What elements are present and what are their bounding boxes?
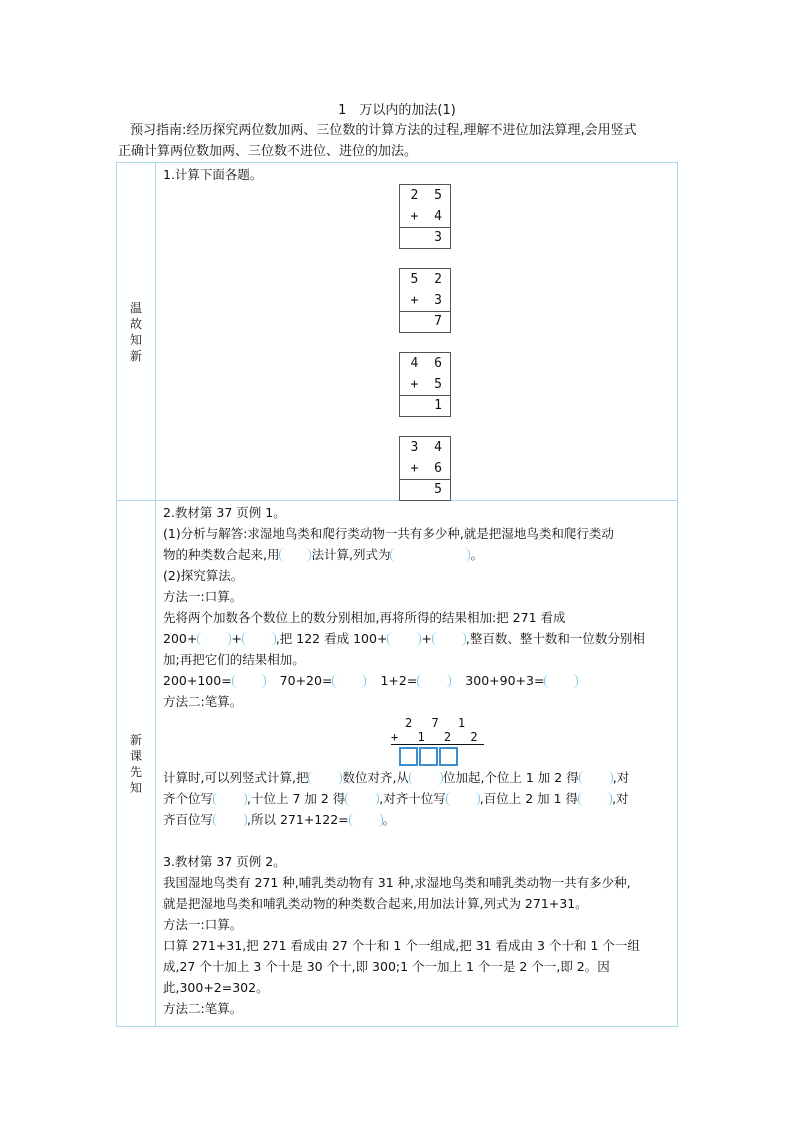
- text-line: 200+100= 70+20= 1+2= 300+90+3=: [163, 670, 676, 691]
- text-line: 方法一:口算。: [163, 917, 243, 932]
- text-line: 加;再把它们的结果相加。: [163, 652, 305, 667]
- text-line: 就是把湿地鸟类和哺乳类动物的种类数合起来,用加法计算,列式为 271+31。: [163, 896, 588, 911]
- answer-blank[interactable]: [390, 548, 470, 562]
- answer-blank[interactable]: [578, 792, 612, 806]
- addend-bottom: + 3 7: [410, 293, 446, 329]
- answer-blank[interactable]: [197, 632, 231, 646]
- column-addition: [391, 716, 484, 773]
- answer-blank[interactable]: [213, 813, 247, 827]
- text-line: 计算时,可以列竖式计算,把 数位对齐,从 位加起,个位上 1 加 2 得 ,对: [163, 770, 630, 785]
- question-2-title: 2.教材第 37 页例 1。: [163, 505, 286, 520]
- study-guide-line-2: 正确计算两位数加两、三位数不进位、进位的加法。: [118, 144, 418, 159]
- answer-blank[interactable]: [332, 674, 366, 688]
- section-label-review: 温故知新: [117, 163, 156, 501]
- vertical-problem: [399, 184, 451, 249]
- question-3-title: 3.教材第 37 页例 2。: [163, 854, 286, 869]
- answer-blank[interactable]: [213, 792, 247, 806]
- text-line: 物的种类数合起来,用 法计算,列式为 。: [163, 547, 483, 562]
- vertical-problem: [399, 352, 451, 417]
- answer-blank[interactable]: [308, 771, 342, 785]
- section-label-new: 新课先知: [117, 501, 156, 1027]
- answer-square[interactable]: [399, 747, 418, 766]
- answer-blank[interactable]: [232, 674, 266, 688]
- text-line: 成,27 个十加上 3 个十是 30 个十,即 300;1 个一加上 1 个一是 2 个一,即 2。因: [163, 959, 610, 974]
- addend-bottom: + 5 1: [410, 377, 446, 413]
- answer-blank[interactable]: [242, 632, 276, 646]
- addend-top: 2 7 1: [405, 716, 472, 730]
- vertical-problem: [399, 436, 451, 501]
- text-line: 口算 271+31,把 271 看成由 27 个十和 1 个一组成,把 31 看成由 3 个十和 1 个一组: [163, 938, 640, 953]
- study-guide: [118, 120, 678, 162]
- answer-blank[interactable]: [409, 771, 443, 785]
- addend-bottom: + 6 5: [410, 461, 446, 497]
- worksheet-table: [116, 162, 678, 1027]
- addend-top: 5 2: [410, 272, 446, 287]
- answer-blank[interactable]: [349, 813, 383, 827]
- answer-blank[interactable]: [387, 632, 421, 646]
- answer-blank[interactable]: [417, 674, 451, 688]
- text-line: (2)探究算法。: [163, 568, 244, 583]
- page-title: 1 万以内的加法(1): [338, 103, 456, 118]
- answer-square[interactable]: [439, 747, 458, 766]
- answer-blank[interactable]: [446, 792, 480, 806]
- text-line: 方法二:笔算。: [163, 694, 243, 709]
- text-line: 齐个位写 ,十位上 7 加 2 得 ,对齐十位写 ,百位上 2 加 1 得 ,对: [163, 791, 629, 806]
- text-line: 我国湿地鸟类有 271 种,哺乳类动物有 31 种,求湿地鸟类和哺乳类动物一共有多少种,: [163, 875, 631, 890]
- addend-top: 3 4: [410, 440, 446, 455]
- answer-blank[interactable]: [345, 792, 379, 806]
- review-section: [156, 163, 678, 501]
- addend-top: 2 5: [410, 188, 446, 203]
- answer-blank[interactable]: [279, 548, 311, 562]
- addend-bottom: + 1 2 2: [391, 730, 484, 744]
- question-1-title: 1.计算下面各题。: [163, 167, 263, 182]
- text-line: 200+ + ,把 122 看成 100+ + ,整百数、整十数和一位数分别相: [163, 631, 645, 646]
- text-line: 先将两个加数各个数位上的数分别相加,再将所得的结果相加:把 271 看成: [163, 610, 566, 625]
- answer-square[interactable]: [419, 747, 438, 766]
- answer-blank[interactable]: [544, 674, 578, 688]
- answer-blank[interactable]: [579, 771, 613, 785]
- text-line: 此,300+2=302。: [163, 980, 269, 995]
- text-line: (1)分析与解答:求湿地鸟类和爬行类动物一共有多少种,就是把湿地鸟类和爬行类动: [163, 526, 614, 541]
- new-lesson-section: [156, 501, 678, 1027]
- addend-top: 4 6: [410, 356, 446, 371]
- vertical-problem: [399, 268, 451, 333]
- addend-bottom: + 4 3: [410, 209, 446, 245]
- answer-blank[interactable]: [432, 632, 466, 646]
- text-line: 方法二:笔算。: [163, 1001, 243, 1016]
- text-line: 齐百位写 ,所以 271+122= 。: [163, 812, 396, 827]
- text-line: 方法一:口算。: [163, 589, 243, 604]
- study-guide-line-1: 预习指南:经历探究两位数加两、三位数的计算方法的过程,理解不进位加法算理,会用竖式: [130, 123, 637, 138]
